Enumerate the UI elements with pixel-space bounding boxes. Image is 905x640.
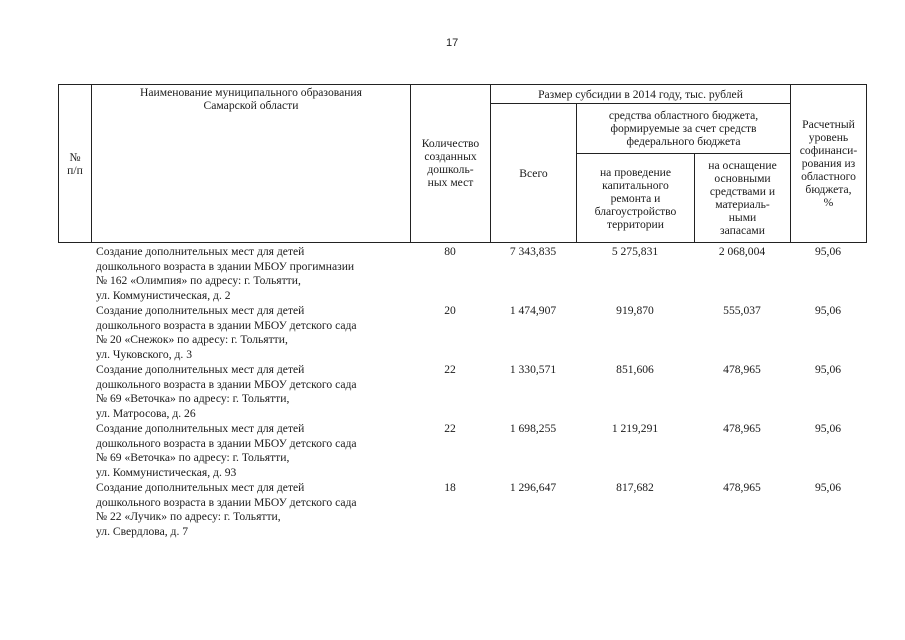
row-total: 1 330,571 bbox=[509, 363, 557, 376]
row-description: Создание дополнительных мест для детей дошкольного возраста в здании МБОУ прогимназии № 162 «Олимпия» по адресу: г. Тольятти, ул. Коммунистическая, д. 2 bbox=[96, 245, 355, 302]
row-description: Создание дополнительных мест для детей дошкольного возраста в здании МБОУ детского сада № 69 «Веточка» по адресу: г. Тольятти, ул. Коммунистическая, д. 93 bbox=[96, 422, 357, 479]
header-total: Всего bbox=[519, 166, 548, 180]
row-count: 80 bbox=[444, 245, 456, 258]
header-name: Наименование муниципального образования Самарской области bbox=[140, 86, 362, 112]
row-capital: 817,682 bbox=[616, 481, 654, 494]
row-capital: 851,606 bbox=[616, 363, 654, 376]
row-rate: 95,06 bbox=[814, 245, 842, 258]
row-equipment: 478,965 bbox=[723, 481, 761, 494]
header-federal: средства областного бюджета, формируемые за счет средств федерального бюджета bbox=[608, 109, 759, 148]
row-capital: 5 275,831 bbox=[611, 245, 659, 258]
row-total: 1 474,907 bbox=[509, 304, 557, 317]
row-total: 7 343,835 bbox=[509, 245, 557, 258]
row-total: 1 296,647 bbox=[509, 481, 557, 494]
row-rate: 95,06 bbox=[814, 422, 842, 435]
row-total: 1 698,255 bbox=[509, 422, 557, 435]
row-equipment: 555,037 bbox=[723, 304, 761, 317]
row-description: Создание дополнительных мест для детей дошкольного возраста в здании МБОУ детского сада № 22 «Лучик» по адресу: г. Тольятти, ул. Свердлова, д. 7 bbox=[96, 481, 357, 538]
row-rate: 95,06 bbox=[814, 363, 842, 376]
header-bottom-border bbox=[58, 242, 867, 243]
row-equipment: 478,965 bbox=[723, 422, 761, 435]
header-capital: на проведение капитального ремонта и благоустройство территории bbox=[594, 165, 677, 231]
row-description: Создание дополнительных мест для детей дошкольного возраста в здании МБОУ детского сада № 69 «Веточка» по адресу: г. Тольятти, ул. Матросова, д. 26 bbox=[96, 363, 357, 420]
row-count: 22 bbox=[444, 363, 456, 376]
row-count: 22 bbox=[444, 422, 456, 435]
header-num: № п/п bbox=[67, 150, 83, 177]
row-rate: 95,06 bbox=[814, 481, 842, 494]
row-capital: 1 219,291 bbox=[611, 422, 659, 435]
header-count: Количество созданных дошколь- ных мест bbox=[421, 137, 480, 189]
header-subsidy: Размер субсидии в 2014 году, тыс. рублей bbox=[538, 87, 743, 101]
row-count: 20 bbox=[444, 304, 456, 317]
row-count: 18 bbox=[444, 481, 456, 494]
row-description: Создание дополнительных мест для детей дошкольного возраста в здании МБОУ детского сада № 20 «Снежок» по адресу: г. Тольятти, ул. Чуковского, д. 3 bbox=[96, 304, 357, 361]
header-right-border bbox=[866, 84, 867, 243]
row-capital: 919,870 bbox=[616, 304, 654, 317]
page-number: 17 bbox=[446, 37, 459, 49]
row-equipment: 478,965 bbox=[723, 363, 761, 376]
header-equipment: на оснащение основными средствами и материаль- ными запасами bbox=[708, 159, 777, 237]
row-rate: 95,06 bbox=[814, 304, 842, 317]
header-rate: Расчетный уровень софинанси- рования из областного бюджета, % bbox=[799, 118, 858, 209]
row-equipment: 2 068,004 bbox=[718, 245, 766, 258]
